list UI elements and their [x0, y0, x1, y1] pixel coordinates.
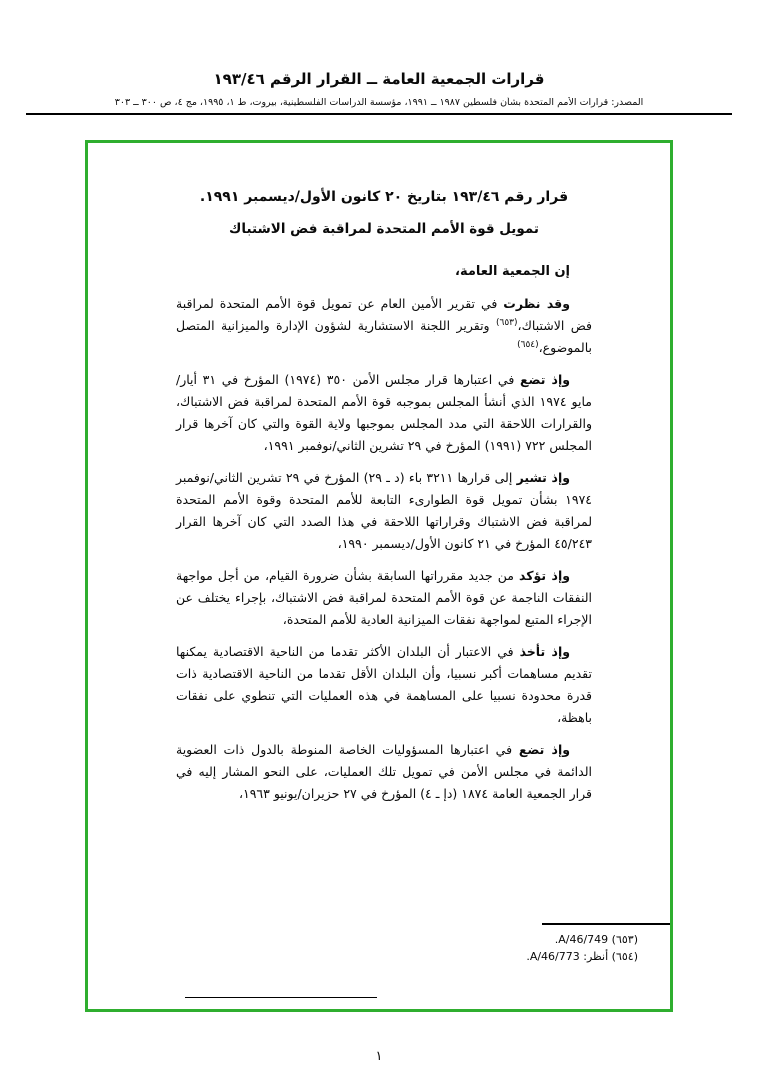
paragraph-text: في اعتبارها قرار مجلس الأمن ٣٥٠ (١٩٧٤) المؤرخ في ٣١ أيار/مايو ١٩٧٤ الذي أنشأ المجلس بموجبه قوة الأمم المتحدة لمراقبة فض الاشتباك، والقرارات اللاحقة التي مدد المجلس بموجبها ولاية القوة والتي كان آخرها قرار المجلس ٧٢٢ (١٩٩١) المؤرخ في ٢٩ تشرين الثاني/نوفمبر ١٩٩١، — [176, 372, 592, 453]
resolution-opening: إن الجمعية العامة، — [455, 264, 570, 279]
paragraph-text: من جديد مقرراتها السابقة بشأن ضرورة القيام، من أجل مواجهة النفقات الناجمة عن قوة الأمم المتحدة لمراقبة فض الاشتباك، بإجراء يختلف عن الإجراء المتبع لمواجهة نفقات الميزانية العادية للأمم المتحدة، — [176, 568, 592, 627]
scan-artifact-line — [185, 997, 377, 998]
footnote-ref-654: (٦٥٤) — [517, 339, 539, 350]
resolution-title: قرار رقم ١٩٣/٤٦ بتاريخ ٢٠ كانون الأول/ديسمبر ١٩٩١. — [199, 189, 569, 205]
preamble-paragraph — [176, 739, 592, 805]
page-header — [0, 0, 758, 115]
footnote-number: (٦٥٤) — [611, 950, 638, 963]
preamble-paragraph — [176, 565, 592, 631]
paragraph-lead: وإذ تشير — [516, 470, 571, 485]
resolution-content — [88, 143, 670, 888]
paragraph-lead: وإذ تضع — [518, 742, 570, 757]
paragraph-lead: وإذ تضع — [519, 372, 570, 387]
preamble-paragraph — [176, 369, 592, 457]
paragraph-text: وتقرير اللجنة الاستشارية لشؤون الإدارة والميزانية المتصل بالموضوع، — [176, 318, 592, 355]
page-footer — [0, 1045, 758, 1064]
footnote — [88, 948, 670, 965]
resolution-subtitle: تمويل قوة الأمم المتحدة لمراقبة فض الاشتباك — [229, 221, 539, 237]
paragraph-text: إلى قرارها ٣٢١١ باء (د ـ ٢٩) المؤرخ في ٢٩ تشرين الثاني/نوفمبر ١٩٧٤ بشأن تمويل قوة الطوارىء التابعة للأمم المتحدة وقوة الأمم المتحدة لمراقبة فض الاشتباك وقراراتها اللاحقة في هذا الصدد التي كان آخرها القرار ٤٥/٢٤٣ المؤرخ في ٢١ كانون الأول/ديسمبر ١٩٩٠، — [176, 470, 592, 551]
preamble-paragraph — [176, 641, 592, 729]
paragraph-lead: وإذ تؤكد — [519, 568, 571, 583]
preamble-paragraph — [176, 293, 592, 359]
header-title: قرارات الجمعية العامة ــ القرار الرقم ١٩٣/٤٦ — [213, 70, 545, 88]
footnote-text: أنظر: A/46/773. — [526, 950, 609, 963]
footnote-ref-653: (٦٥٣) — [496, 317, 518, 328]
paragraph-text: في تقرير الأمين العام عن تمويل قوة الأمم المتحدة لمراقبة فض الاشتباك، — [176, 296, 593, 333]
paragraph-lead: وإذ تأخذ — [519, 644, 571, 659]
footnote-separator-rule — [542, 923, 670, 925]
footnote-number: (٦٥٣) — [611, 933, 638, 946]
resolution-frame — [85, 140, 673, 1012]
preamble-paragraph — [176, 467, 592, 555]
source-line: المصدر: قرارات الأمم المتحدة بشأن فلسطين ١٩٨٧ ــ ١٩٩١، مؤسسة الدراسات الفلسطينية، بيروت، ط ١، ١٩٩٥، مج ٤، ص ٣٠٠ ــ ٣٠٣ — [114, 97, 644, 108]
footnote-text: A/46/749. — [554, 933, 609, 946]
paragraph-lead: وقد نظرت — [503, 296, 570, 311]
paragraph-text: في اعتبارها المسؤوليات الخاصة المنوطة بالدول ذات العضوية الدائمة في مجلس الأمن في تمويل تلك العمليات، على النحو المشار إليه في قرار الجمعية العامة ١٨٧٤ (دإ ـ ٤) المؤرخ في ٢٧ حزيران/يونيو ١٩٦٣، — [176, 742, 592, 801]
footnote — [88, 931, 670, 948]
page-number: ١ — [375, 1049, 383, 1064]
header-rule — [26, 113, 732, 115]
footnotes-block — [88, 923, 670, 965]
paragraph-text: في الاعتبار أن البلدان الأكثر تقدما من الناحية الاقتصادية يمكنها تقديم مساهمات أكبر نسبيا، وأن البلدان الأقل تقدما من الناحية الاقتصادية ذات قدرة محدودة نسبيا على المساهمة في هذه العمليات التي تنطوي على نفقات باهظة، — [176, 644, 592, 725]
